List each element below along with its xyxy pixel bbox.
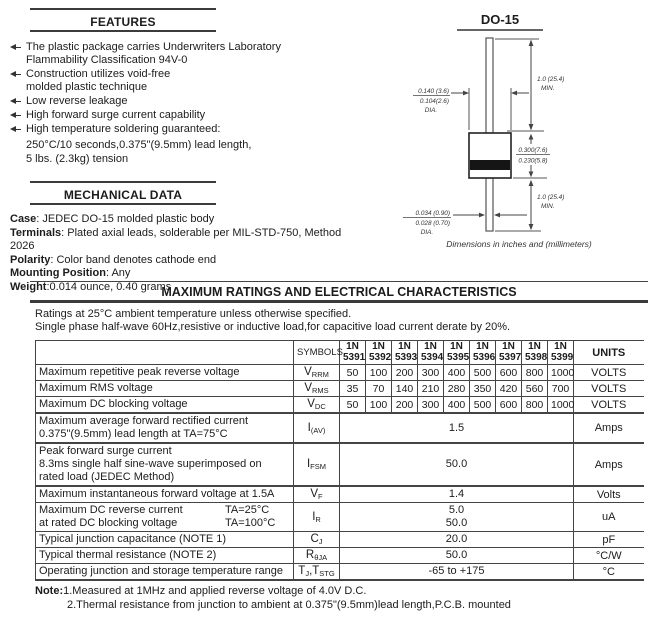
symbol-part: T [298,565,306,577]
features-list [10,41,344,136]
merged-value-line: 1.4 [448,488,465,500]
symbol-cell [294,532,340,548]
lead-diameter-min-label: 0.028 (0.70) [415,220,450,227]
merged-value-line: 1.5 [448,421,465,434]
value-cell: 700 [548,381,574,397]
feature-item [10,95,344,108]
value-cell: 600 [496,365,522,381]
merged-value-cell [340,503,574,532]
column-header-units: UNITS [574,341,644,365]
ratings-row [36,413,644,443]
body-diameter-max-label: 0.140 (3.6) [418,88,449,95]
value-cell: 50 [340,397,366,414]
symbol-cell [294,413,340,443]
note-line-1 [35,584,511,598]
arrow-bullet-icon [10,112,22,119]
symbol-part: J [305,569,310,578]
symbol-part: RRM [311,370,329,379]
symbol-part: RMS [312,386,329,395]
part-number-prefix: 1N [346,341,359,352]
feature-continuation-line: 250°C/10 seconds,0.375"(9.5mm) lead length, [26,139,252,151]
diode-bottom-lead [486,178,493,231]
diode-top-lead [486,38,493,133]
mechanical-entry-label: Terminals [10,226,62,239]
parameter-cell [36,365,294,381]
units-cell: uA [574,503,644,532]
feature-line: Flammability Classification 94V-0 [26,54,188,66]
value-cell: 500 [470,397,496,414]
parameter-line: Maximum DC blocking voltage [39,398,188,410]
part-number-suffix: 5395 [447,351,470,363]
merged-value-cell [340,564,574,581]
value-cell: 100 [366,365,392,381]
feature-line: The plastic package carries Underwriters Laboratory [26,41,281,53]
mechanical-entry [10,254,344,268]
ratings-table [35,340,644,581]
value-cell: 400 [444,397,470,414]
ratings-conditions [35,308,655,334]
diode-body [469,133,511,178]
units-cell: VOLTS [574,397,644,414]
feature-item [10,68,344,94]
feature-line: Low reverse leakage [26,95,128,107]
symbol-cell [294,397,340,414]
part-number-prefix: 1N [554,341,567,352]
symbol-part: V [304,366,312,378]
units-cell: Volts [574,486,644,503]
symbol-cell [294,548,340,564]
ratings-heading: MAXIMUM RATINGS AND ELECTRICAL CHARACTERISTICS [30,281,648,303]
mechanical-entry-label: Case [10,213,37,225]
value-cell: 1000 [548,397,574,414]
ratings-section [0,281,655,581]
symbol-part: DC [314,402,326,411]
mechanical-entry-value: :0.014 ounce, 0.40 grams [46,280,172,293]
merged-value-line: 50.0 [445,549,468,561]
feature-text [26,95,128,108]
value-cell: 500 [470,365,496,381]
mechanical-entry-label: Polarity [10,253,51,266]
symbol-part: I [307,421,311,434]
units-cell: VOLTS [574,365,644,381]
mechanical-entry [10,227,344,254]
body-length-min-label: 0.230(5.8) [518,157,548,165]
value-cell: 560 [522,381,548,397]
merged-value-line: -65 to +175 [428,565,485,577]
value-cell: 35 [340,381,366,397]
column-header-part-number [366,341,392,365]
dimensions-caption: Dimensions in inches and (millimeters) [446,239,592,249]
parameter-cell [36,397,294,414]
value-cell: 420 [496,381,522,397]
package-outline-drawing [388,33,650,238]
parameter-line [39,504,290,517]
part-number-suffix: 5399 [551,351,574,363]
merged-value-line: 20.0 [445,533,468,545]
body-diameter-dia-label: DIA. [424,107,438,114]
bottom-lead-length-label: 1.0 (25.4) [537,194,565,201]
units-cell: °C/W [574,548,644,564]
parameter-line: Peak forward surge current [39,445,172,457]
symbol-part: ,T [309,565,320,577]
lead-diameter-dia-label: DIA. [420,229,434,236]
features-title: FEATURES [90,15,156,29]
part-number-prefix: 1N [424,341,437,352]
mechanical-data-heading [30,181,216,205]
symbol-cell [294,503,340,532]
parameter-cell [36,503,294,532]
value-cell: 300 [418,397,444,414]
feature-continuation-line: 5 lbs. (2.3kg) tension [26,152,129,165]
parameter-cell [36,564,294,581]
arrow-bullet-icon [10,98,22,105]
package-diagram-panel [388,12,650,249]
symbol-part: θJA [314,553,328,562]
part-number-prefix: 1N [528,341,541,352]
merged-value-line: 50.0 [445,458,468,470]
feature-item [10,123,344,136]
column-header-part-number [418,341,444,365]
feature-item [10,109,344,122]
ratings-row [36,532,644,548]
parameter-line: Typical junction capacitance (NOTE 1) [39,533,227,545]
column-header-symbols: SYMBOLS [294,341,340,365]
symbol-part: V [307,398,315,410]
merged-value-line: 50.0 [445,517,468,529]
mechanical-entry-label: Mounting Position [10,267,106,279]
parameter-condition: TA=25°C [225,504,270,516]
part-number-prefix: 1N [398,341,411,352]
body-length-arrows [516,134,550,178]
mechanical-data-title: MECHANICAL DATA [63,188,183,202]
part-number-suffix: 5392 [369,351,392,363]
symbol-part: F [318,492,323,501]
features-heading [30,8,216,32]
mechanical-entry [10,213,344,227]
part-number-prefix: 1N [476,341,489,352]
column-header-part-number [548,341,574,365]
column-header-part-number [470,341,496,365]
parameter-text: Maximum DC reverse current [39,504,183,516]
mechanical-entry-value: : JEDEC DO-15 molded plastic body [36,213,215,225]
value-cell: 140 [392,381,418,397]
body-length-max-label: 0.300(7.6) [518,147,548,154]
left-column [10,8,344,294]
symbol-part: STG [319,569,335,578]
merged-value-cell [340,443,574,486]
parameter-line: Maximum repetitive peak reverse voltage [39,366,240,378]
merged-value-cell [340,486,574,503]
note-text-2: 2.Thermal resistance from junction to ambient at 0.375"(9.5mm)lead length,P.C.B. mounted [67,599,511,611]
value-cell: 200 [392,365,418,381]
merged-value-cell [340,532,574,548]
value-cell: 800 [522,397,548,414]
symbol-part: I [306,458,311,470]
symbol-part: R [305,549,315,561]
top-lead-dimension-arrow [529,40,534,131]
parameter-line: Maximum average forward rectified current [39,415,249,427]
value-cell: 210 [418,381,444,397]
value-cell: 50 [340,365,366,381]
note-label: Note: [35,585,64,597]
parameter-cell [36,548,294,564]
feature-text [26,123,220,136]
part-number-prefix: 1N [450,341,463,352]
parameter-line: Operating junction and storage temperature range [39,565,283,577]
merged-value-line: 5.0 [448,504,465,516]
bottom-lead-dimension-arrow [529,180,534,231]
package-name: DO-15 [457,12,543,31]
parameter-line: Maximum instantaneous forward voltage at 1.5A [39,488,275,500]
part-number-suffix: 5391 [343,351,366,363]
symbol-part: V [304,382,312,394]
symbol-part: C [310,533,319,545]
mechanical-entry-label: Weight [10,280,47,293]
ratings-row [36,548,644,564]
arrow-bullet-icon [10,71,22,78]
body-diameter-min-label: 0.104(2.6) [419,98,449,105]
top-lead-min-label: MIN. [541,85,555,92]
value-cell: 300 [418,365,444,381]
bottom-lead-min-label: MIN. [541,203,555,210]
symbol-part: R [315,514,321,524]
parameter-cell [36,413,294,443]
symbol-cell [294,365,340,381]
parameter-line: Maximum RMS voltage [39,382,153,394]
feature-text [26,68,170,94]
units-cell: °C [574,564,644,581]
note-text-1: 1.Measured at 1MHz and applied reverse voltage of 4.0V D.C. [63,585,367,597]
part-number-suffix: 5397 [499,351,522,363]
arrow-bullet-icon [10,44,22,51]
merged-value-cell [340,413,574,443]
parameter-line [39,517,290,530]
ratings-row [36,503,644,532]
part-number-prefix: 1N [372,341,385,352]
column-header-part-number [444,341,470,365]
top-lead-length-label: 1.0 (25.4) [537,76,565,83]
column-header-empty [36,341,294,365]
feature-item [10,41,344,67]
symbol-part: (AV) [310,425,326,435]
value-cell: 350 [470,381,496,397]
symbol-part: FSM [310,462,327,471]
part-number-suffix: 5396 [473,351,496,363]
symbol-part: V [310,488,319,500]
feature-text [26,109,205,122]
feature-line: High forward surge current capability [26,109,206,121]
ratings-condition-line: Single phase half-wave 60Hz,resistive or inductive load,for capacitive load current derate by 20%. [35,321,511,333]
parameter-cell [36,443,294,486]
column-header-part-number [522,341,548,365]
units-cell: pF [574,532,644,548]
mechanical-entry-value: : Plated axial leads, solderable per MIL-STD-750, Method 2026 [10,226,342,252]
value-cell: 280 [444,381,470,397]
value-cell: 100 [366,397,392,414]
part-number-suffix: 5394 [421,351,444,363]
mechanical-entry-value: : Color band denotes cathode end [50,253,217,266]
mechanical-entry-value: : Any [105,267,131,279]
column-header-part-number [392,341,418,365]
symbol-part: J [318,537,323,546]
value-cell: 1000 [548,365,574,381]
lead-diameter-max-label: 0.034 (0.90) [415,210,450,217]
units-cell: Amps [574,443,644,486]
mechanical-entry [10,267,344,281]
symbol-part: I [312,510,316,523]
features-continuation [26,139,344,166]
parameter-text: at rated DC blocking voltage [39,517,178,529]
value-cell: 800 [522,365,548,381]
ratings-row [36,397,644,414]
parameter-cell [36,486,294,503]
parameter-line: Typical thermal resistance (NOTE 2) [39,549,217,561]
ratings-row [36,381,644,397]
part-number-suffix: 5393 [395,351,418,363]
ratings-row [36,365,644,381]
cathode-band [470,160,510,170]
notes [35,584,511,612]
symbol-cell [294,486,340,503]
part-number-suffix: 5398 [525,351,548,363]
column-header-part-number [496,341,522,365]
part-number-prefix: 1N [502,341,515,352]
ratings-table-header-row [36,341,644,365]
units-cell: VOLTS [574,381,644,397]
parameter-line: 0.375"(9.5mm) lead length at TA=75°C [39,428,228,440]
value-cell: 400 [444,365,470,381]
symbol-cell [294,443,340,486]
feature-line: High temperature soldering guaranteed: [26,123,221,135]
symbol-cell [294,564,340,581]
value-cell: 70 [366,381,392,397]
ratings-row [36,486,644,503]
merged-value-cell [340,548,574,564]
parameter-line: rated load (JEDEC Method) [39,471,175,483]
parameter-cell [36,381,294,397]
feature-text [26,41,281,67]
ratings-condition-line: Ratings at 25°C ambient temperature unless otherwise specified. [35,308,352,320]
parameter-condition: TA=100°C [225,517,276,529]
parameter-cell [36,532,294,548]
column-header-part-number [340,341,366,365]
ratings-row [36,564,644,581]
units-cell: Amps [574,413,644,443]
feature-line: Construction utilizes void-free [26,68,171,80]
ratings-row [36,443,644,486]
arrow-bullet-icon [10,126,22,133]
feature-line: molded plastic technique [26,81,148,93]
symbol-cell [294,381,340,397]
value-cell: 600 [496,397,522,414]
value-cell: 200 [392,397,418,414]
parameter-line: 8.3ms single half sine-wave superimposed on [39,458,262,470]
